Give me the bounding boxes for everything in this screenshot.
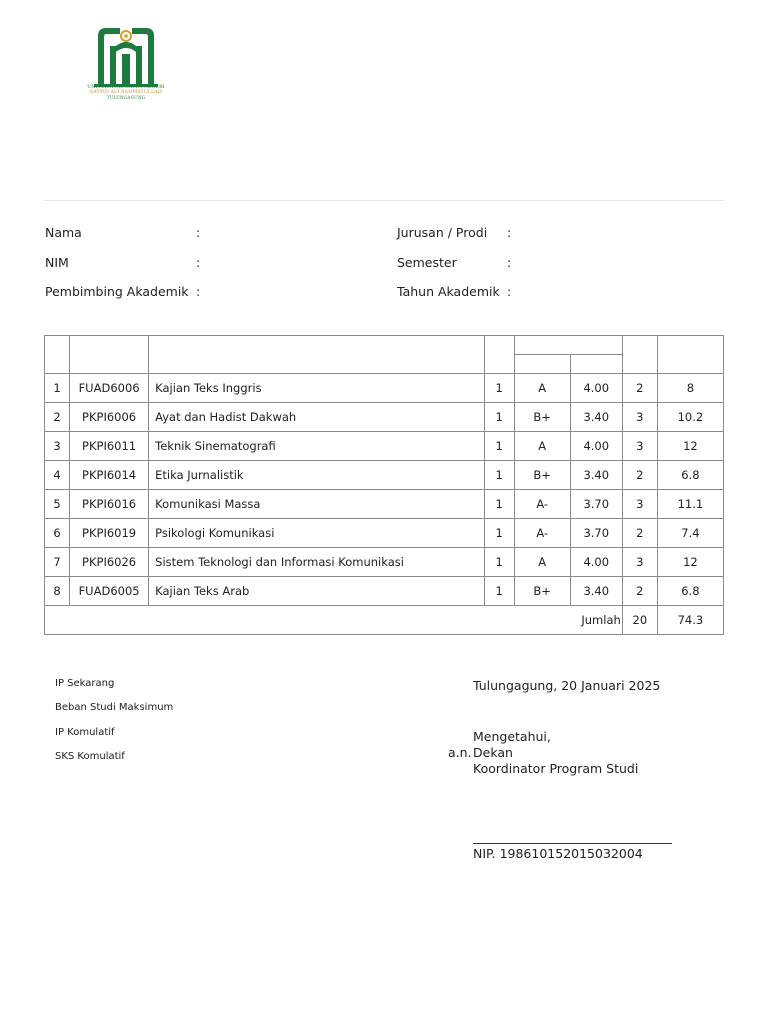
table-row — [45, 432, 724, 461]
header-cell — [657, 336, 723, 374]
grades-table — [44, 335, 724, 635]
table-row — [45, 548, 724, 577]
course-score: 3.70 — [570, 490, 622, 519]
nip-text: NIP. 198610152015032004 — [473, 846, 643, 861]
sks-komulatif-label: SKS Komulatif — [55, 750, 125, 762]
mengetahui-text: Mengetahui, — [473, 729, 551, 744]
semester-label: Semester — [397, 255, 457, 270]
course-no: 2 — [45, 403, 70, 432]
course-name: Sistem Teknologi dan Informasi Komunikasi — [149, 548, 484, 577]
course-score: 4.00 — [570, 548, 622, 577]
header-cell — [570, 355, 622, 374]
course-score: 3.40 — [570, 403, 622, 432]
header-cell — [514, 336, 622, 355]
course-total: 10.2 — [657, 403, 723, 432]
course-no: 5 — [45, 490, 70, 519]
course-code: FUAD6006 — [70, 374, 149, 403]
course-name: Ayat dan Hadist Dakwah — [149, 403, 484, 432]
course-code: PKPI6014 — [70, 461, 149, 490]
course-rows — [45, 374, 724, 606]
tahun-label: Tahun Akademik — [397, 284, 500, 299]
course-name: Etika Jurnalistik — [149, 461, 484, 490]
totals-label: Jumlah — [45, 606, 623, 635]
header-cell — [149, 336, 484, 374]
course-name: Kajian Teks Inggris — [149, 374, 484, 403]
course-total: 12 — [657, 548, 723, 577]
table-header-row — [45, 336, 724, 355]
course-grade: A- — [514, 490, 570, 519]
course-no: 4 — [45, 461, 70, 490]
course-count: 1 — [484, 403, 514, 432]
totals-value: 74.3 — [657, 606, 723, 635]
course-sks: 3 — [622, 490, 657, 519]
nama-colon: : — [196, 225, 201, 240]
course-grade: A — [514, 374, 570, 403]
logo-line-1: UNIVERSITAS ISLAM NEGERI — [87, 85, 165, 90]
course-count: 1 — [484, 519, 514, 548]
course-no: 6 — [45, 519, 70, 548]
course-sks: 2 — [622, 461, 657, 490]
course-no: 8 — [45, 577, 70, 606]
course-total: 7.4 — [657, 519, 723, 548]
ip-sekarang-label: IP Sekarang — [55, 678, 115, 689]
course-name: Teknik Sinematografi — [149, 432, 484, 461]
course-total: 6.8 — [657, 461, 723, 490]
course-total: 8 — [657, 374, 723, 403]
course-score: 3.40 — [570, 461, 622, 490]
course-sks: 2 — [622, 519, 657, 548]
course-score: 4.00 — [570, 432, 622, 461]
course-score: 4.00 — [570, 374, 622, 403]
nim-colon: : — [196, 255, 201, 270]
course-score: 3.70 — [570, 519, 622, 548]
course-sks: 2 — [622, 577, 657, 606]
course-grade: B+ — [514, 461, 570, 490]
course-count: 1 — [484, 548, 514, 577]
course-name: Komunikasi Massa — [149, 490, 484, 519]
totals-row — [45, 606, 724, 635]
course-grade: A — [514, 548, 570, 577]
dekan-text: Dekan — [473, 745, 513, 760]
signature-line — [473, 843, 672, 844]
course-code: PKPI6026 — [70, 548, 149, 577]
an-prefix: a.n. — [448, 745, 472, 760]
course-no: 1 — [45, 374, 70, 403]
jurusan-label: Jurusan / Prodi — [397, 225, 488, 240]
header-divider — [44, 200, 724, 201]
course-no: 3 — [45, 432, 70, 461]
ip-komulatif-label: IP Komulatif — [55, 726, 115, 738]
course-sks: 3 — [622, 403, 657, 432]
course-count: 1 — [484, 577, 514, 606]
table-row — [45, 403, 724, 432]
course-total: 6.8 — [657, 577, 723, 606]
pembimbing-label: Pembimbing Akademik — [45, 284, 189, 299]
course-count: 1 — [484, 432, 514, 461]
university-name — [78, 86, 174, 100]
header-cell — [70, 336, 149, 374]
beban-studi-label: Beban Studi Maksimum — [55, 702, 174, 714]
place-date: Tulungagung, 20 Januari 2025 — [473, 678, 661, 693]
course-code: PKPI6011 — [70, 432, 149, 461]
table-row — [45, 490, 724, 519]
course-sks: 2 — [622, 374, 657, 403]
header-cell — [514, 355, 570, 374]
logo-line-2: SAYYID ALI RAHMATULLAH — [89, 89, 163, 95]
course-grade: B+ — [514, 577, 570, 606]
course-grade: A — [514, 432, 570, 461]
course-count: 1 — [484, 490, 514, 519]
table-row — [45, 519, 724, 548]
course-total: 11.1 — [657, 490, 723, 519]
header-cell — [622, 336, 657, 374]
summary-block — [55, 678, 173, 775]
tahun-colon: : — [507, 284, 512, 299]
course-grade: A- — [514, 519, 570, 548]
course-name: Kajian Teks Arab — [149, 577, 484, 606]
course-code: PKPI6019 — [70, 519, 149, 548]
course-count: 1 — [484, 374, 514, 403]
course-total: 12 — [657, 432, 723, 461]
course-grade: B+ — [514, 403, 570, 432]
logo-line-3: TULUNGAGUNG — [106, 94, 146, 100]
course-sks: 3 — [622, 548, 657, 577]
header-cell — [484, 336, 514, 374]
course-code: FUAD6005 — [70, 577, 149, 606]
course-sks: 3 — [622, 432, 657, 461]
course-count: 1 — [484, 461, 514, 490]
semester-colon: : — [507, 255, 512, 270]
pembimbing-colon: : — [196, 284, 201, 299]
course-score: 3.40 — [570, 577, 622, 606]
nama-label: Nama — [45, 225, 82, 240]
koordinator-text: Koordinator Program Studi — [473, 761, 639, 776]
table-row — [45, 374, 724, 403]
course-code: PKPI6016 — [70, 490, 149, 519]
course-code: PKPI6006 — [70, 403, 149, 432]
course-no: 7 — [45, 548, 70, 577]
jurusan-colon: : — [507, 225, 512, 240]
table-row — [45, 461, 724, 490]
course-name: Psikologi Komunikasi — [149, 519, 484, 548]
table-row — [45, 577, 724, 606]
totals-sks: 20 — [622, 606, 657, 635]
nim-label: NIM — [45, 255, 69, 270]
header-cell — [45, 336, 70, 374]
